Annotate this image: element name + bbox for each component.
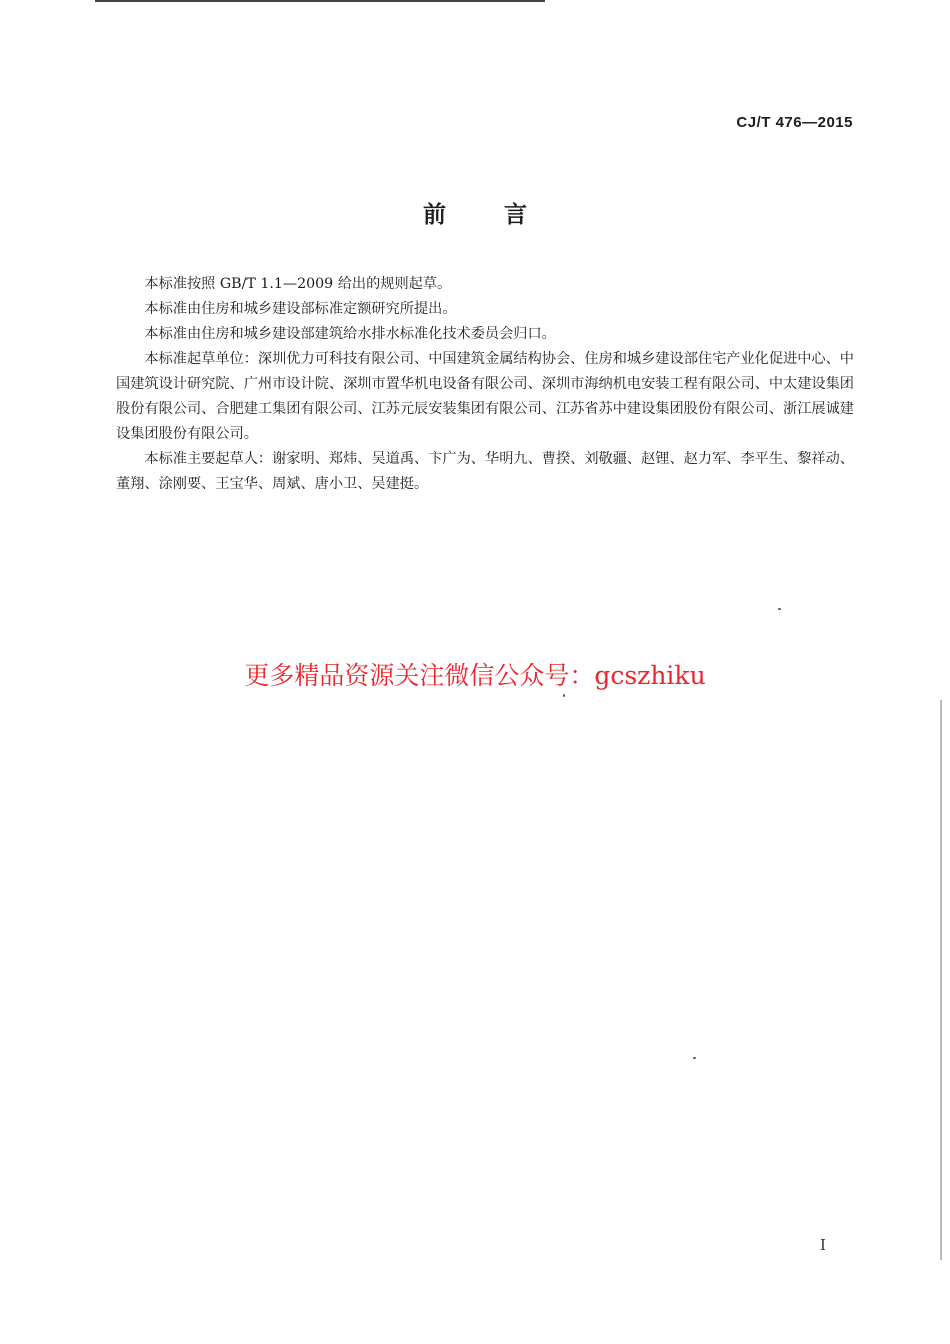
watermark-text: 更多精品资源关注微信公众号：gcszhiku [244, 661, 706, 690]
paragraph-drafters: 本标准主要起草人：谢家明、郑炜、吴道禹、卞广为、华明九、曹揆、刘敬疆、赵锂、赵力军、李平生、黎祥动、董翔、涂刚要、王宝华、周斌、唐小卫、吴建挺。 [116, 451, 854, 492]
scan-border-right [940, 700, 942, 1260]
paragraph-drafting-rules: 本标准按照 GB/T 1.1—2009 给出的规则起草。 [144, 276, 452, 292]
foreword-body [116, 272, 854, 497]
page-title: 前言 [423, 202, 585, 228]
paragraph-proposer: 本标准由住房和城乡建设部标准定额研究所提出。 [144, 301, 457, 317]
document-code: CJ/T 476—2015 [736, 114, 853, 131]
paragraph-committee: 本标准由住房和城乡建设部建筑给水排水标准化技术委员会归口。 [144, 326, 556, 342]
scan-speck [778, 608, 781, 610]
scan-speck [693, 1057, 696, 1059]
scan-speck [563, 694, 565, 697]
scan-border-top [95, 0, 545, 2]
paragraph-drafting-units: 本标准起草单位：深圳优力可科技有限公司、中国建筑金属结构协会、住房和城乡建设部住宅产业化促进中心、中国建筑设计研究院、广州市设计院、深圳市置华机电设备有限公司、深圳市海纳机电安装工程有限公司、中太建设集团股份有限公司、合肥建工集团有限公司、江苏元辰安装集团有限公司、江苏省苏中建设集团股份有限公司、浙江展诚建设集团股份有限公司。 [116, 351, 854, 442]
page-number: I [820, 1236, 826, 1254]
